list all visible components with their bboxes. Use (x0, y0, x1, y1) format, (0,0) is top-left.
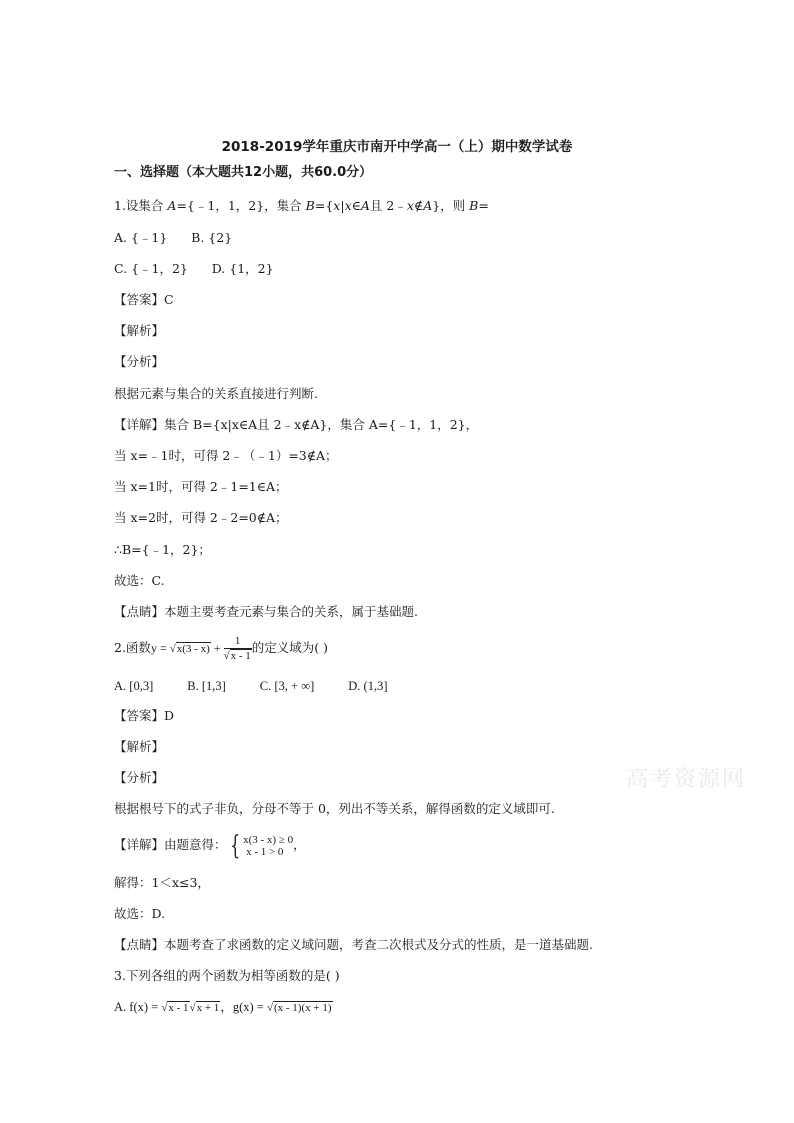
q2-radicand: x - 1 (230, 649, 251, 662)
q1-var: A (167, 198, 177, 213)
q1-var: B (469, 198, 479, 213)
q1-var: A (360, 198, 370, 213)
q2-math-text: + (210, 641, 224, 655)
q2-fraction (224, 635, 252, 663)
q2-stem-text: 的定义域为( ) (251, 640, 328, 655)
sqrt-symbol: √x - 1 (161, 1002, 189, 1014)
q1-fenxi-label: 【分析】 (114, 354, 165, 369)
q1-var: B (305, 198, 315, 213)
q3-option-text: ，g(x) = (220, 1000, 267, 1014)
q3-option-text: A. f(x) = (114, 1000, 162, 1014)
q2-option-a: A. [0,3] (114, 679, 154, 693)
q1-detail-line: 当 x=1时，可得 2﹣1=1∈A； (114, 479, 288, 494)
q2-jiexi-label: 【解析】 (114, 739, 165, 754)
q2-answer: 【答案】D (114, 708, 175, 723)
q2-frac-denominator (224, 649, 252, 663)
q2-option-c: C. [3, + ∞] (259, 679, 315, 693)
q2-radicand: x(3 - x) (176, 643, 210, 655)
q3-radicand: (x - 1)(x + 1) (273, 1002, 332, 1014)
q1-var: x (406, 198, 414, 213)
q1-dianjing: 【点睛】本题主要考查元素与集合的关系，属于基础题. (114, 604, 418, 619)
q1-stem-text: ∈ (351, 198, 361, 213)
q1-stem-text: ={ (314, 198, 334, 213)
page-title: 2018-2019学年重庆市南开中学高一（上）期中数学试卷 (221, 139, 573, 155)
q2-detail (114, 830, 306, 860)
q1-stem-text: }，则 (432, 198, 470, 213)
q3-stem: 3.下列各组的两个函数为相等函数的是( ) (114, 968, 340, 983)
q1-stem-text: = (478, 198, 489, 213)
q1-detail-line: 故选：C. (114, 573, 165, 588)
q3-radicand: x - 1 (168, 1002, 189, 1014)
q1-answer: 【答案】C (114, 292, 174, 307)
q1-var: x (333, 198, 341, 213)
q1-detail-line: 当 x=2时，可得 2﹣2=0∉A； (114, 510, 288, 525)
q2-inequality: x - 1 > 0 (246, 845, 284, 858)
q1-stem (114, 198, 489, 214)
sqrt-symbol: √x(3 - x) (169, 643, 210, 655)
q2-dianjing: 【点睛】本题考查了求函数的定义域问题，考查二次根式及分式的性质，是一道基础题. (114, 937, 593, 952)
q2-solve-line: 解得：1＜x≤3， (114, 875, 210, 890)
q1-var: x (344, 198, 352, 213)
brace-symbol: { (229, 830, 240, 861)
q2-detail-text: ， (293, 837, 306, 852)
q1-fenxi-text: 根据元素与集合的关系直接进行判断. (114, 386, 318, 401)
q1-options-ab: A. {﹣1} B. {2} (114, 230, 233, 245)
q3-radicand: x + 1 (196, 1002, 220, 1014)
q2-inequality: x(3 - x) ≥ 0 (243, 833, 294, 846)
q2-option-b: B. [1,3] (187, 679, 226, 693)
q1-stem-text: | (340, 198, 345, 213)
section-heading: 一、选择题（本大题共12小题，共60.0分） (114, 165, 373, 180)
q2-detail-text: 【详解】由题意得： (114, 837, 227, 852)
q2-frac-numerator: 1 (224, 635, 252, 649)
q1-var: A (423, 198, 433, 213)
sqrt-symbol: √x - 1 (223, 649, 251, 662)
q1-options-cd: C. {﹣1，2} D. {1，2} (114, 261, 274, 276)
q2-choose-line: 故选：D. (114, 906, 166, 921)
q2-options (114, 678, 388, 694)
q1-stem-text: 1.设集合 (114, 198, 168, 213)
q1-jiexi-label: 【解析】 (114, 323, 165, 338)
q2-fenxi-label: 【分析】 (114, 770, 165, 785)
q1-stem-text: 且 2﹣ (369, 198, 407, 213)
sqrt-symbol: √x + 1 (189, 1002, 220, 1014)
q2-option-d: D. (1,3] (348, 679, 388, 693)
q3-option-a (114, 999, 333, 1016)
q2-stem-text: 2.函数 (114, 640, 151, 655)
watermark: 高考资源网 (626, 767, 747, 792)
q2-math-text: y = (150, 641, 170, 655)
sqrt-symbol: √(x - 1)(x + 1) (266, 1002, 332, 1014)
q1-stem-text: ={﹣1，1，2}，集合 (176, 198, 306, 213)
q1-detail-line: ∴B={﹣1，2}； (114, 542, 211, 557)
q1-detail-line: 当 x=﹣1时，可得 2﹣（﹣1）=3∉A； (114, 448, 338, 463)
q2-inequality-system (243, 834, 293, 858)
q1-detail-line: 【详解】集合 B={x|x∈A且 2﹣x∉A}，集合 A={﹣1，1，2}， (114, 417, 479, 432)
q2-stem (114, 631, 328, 666)
q2-fenxi-text: 根据根号下的式子非负，分母不等于 0，列出不等关系，解得函数的定义域即可. (114, 801, 555, 816)
q1-stem-text: ∉ (413, 198, 424, 213)
